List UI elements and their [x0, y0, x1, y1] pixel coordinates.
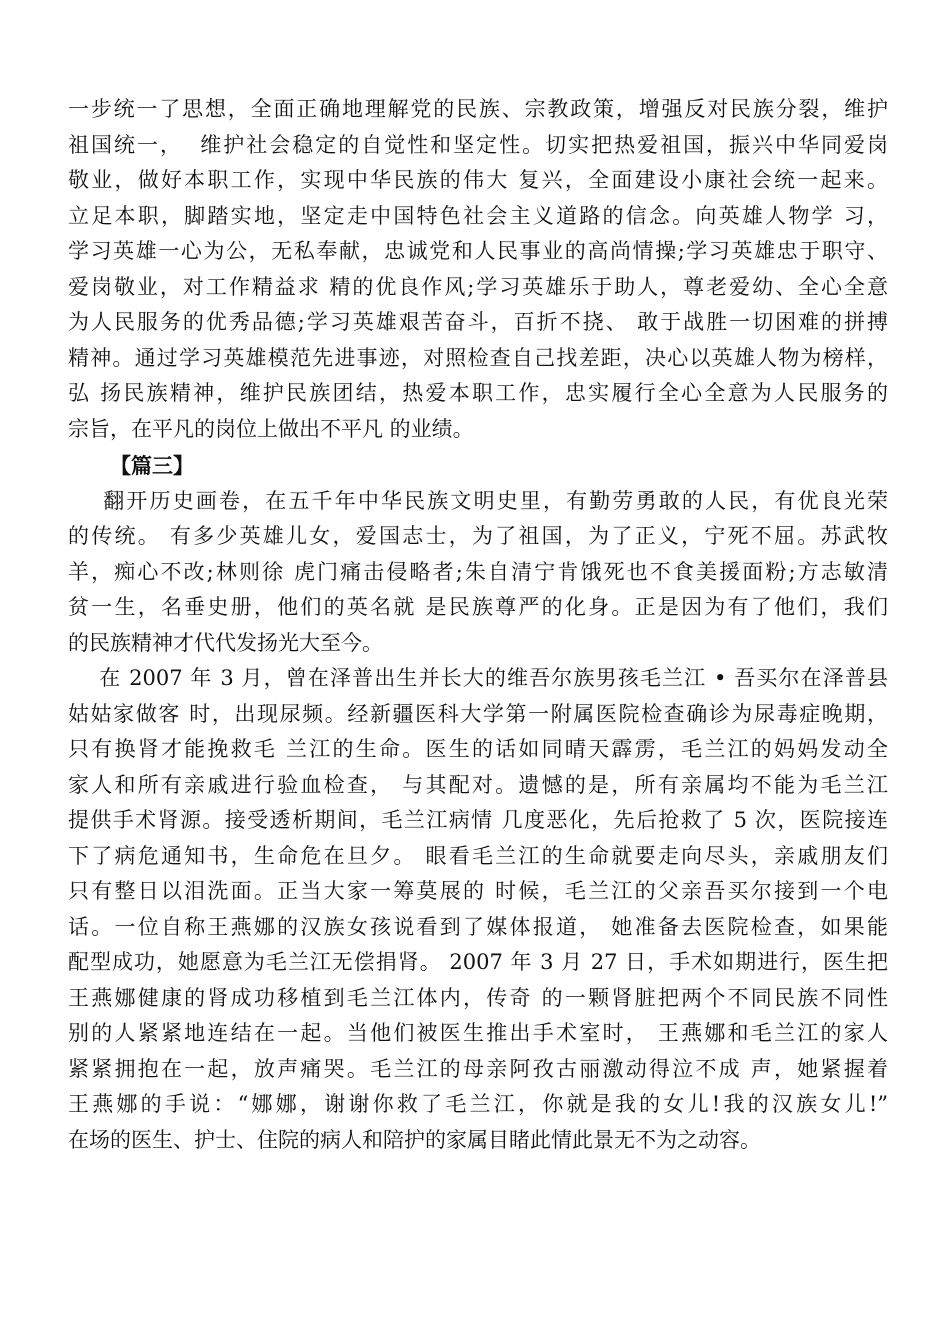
text-line: 羊，痴心不改;林则徐 虎门痛击侵略者;朱自清宁肯饿死也不食美援面粉;方志敏清: [68, 559, 888, 584]
text-line: 精神。通过学习英雄模范先进事迹，对照检查自己找差距，决心以英雄人物为榜样，: [68, 345, 888, 370]
text-line: 只有换肾才能挽救毛 兰江的生命。医生的话如同晴天霹雳，毛兰江的妈妈发动全: [68, 737, 888, 761]
text-line: 话。一位自称王燕娜的汉族女孩说看到了媒体报道， 她准备去医院检查，如果能: [68, 914, 888, 939]
text-line: 提供手术肾源。接受透析期间，毛兰江病情 几度恶化，先后抢救了 5 次，医院接连: [68, 808, 888, 832]
text-line: 的民族精神才代代发扬光大至今。: [68, 630, 383, 655]
text-line: 配型成功，她愿意为毛兰江无偿捐肾。 2007 年 3 月 27 日，手术如期进行，医生把: [68, 950, 888, 974]
text-line: 立足本职，脚踏实地，坚定走中国特色社会主义道路的信念。向英雄人物学 习，: [68, 203, 888, 228]
text-line: 紧紧拥抱在一起，放声痛哭。毛兰江的母亲阿孜古丽激动得泣不成 声，她紧握着: [68, 1056, 888, 1081]
paragraph-2: [68, 484, 888, 662]
text-line: 为人民服务的优秀品德;学习英雄艰苦奋斗，百折不挠、 敢于战胜一切困难的拼搏: [68, 310, 888, 334]
text-line: 只有整日以泪洗面。正当大家一筹莫展的 时候，毛兰江的父亲吾买尔接到一个电: [68, 879, 888, 903]
text-line: 在 2007 年 3 月，曾在泽普出生并长大的维吾尔族男孩毛兰江 • 吾买尔在泽普县: [68, 666, 888, 690]
text-line: 别的人紧紧地连结在一起。当他们被医生推出手术室时， 王燕娜和毛兰江的家人: [68, 1021, 888, 1045]
text-line: 弘 扬民族精神，维护民族团结，热爱本职工作，忠实履行全心全意为人民服务的: [68, 381, 888, 405]
text-line: 下了病危通知书，生命危在旦夕。 眼看毛兰江的生命就要走向尽头，亲戚朋友们: [68, 843, 888, 868]
text-line: 爱岗敬业，对工作精益求 精的优良作风;学习英雄乐于助人，尊老爱幼、全心全意: [68, 274, 888, 299]
text-line: 翻开历史画卷，在五千年中华民族文明史里，有勤劳勇敢的人民，有优良光荣: [68, 488, 888, 513]
text-line: 学习英雄一心为公，无私奉献，忠诚党和人民事业的高尚情操;学习英雄忠于职守、: [68, 239, 888, 263]
text-line: 王燕娜的手说：“娜娜，谢谢你救了毛兰江，你就是我的女儿!我的汉族女儿!”: [68, 1092, 888, 1116]
text-line: 贫一生，名垂史册，他们的英名就 是民族尊严的化身。正是因为有了他们，我们: [68, 595, 888, 619]
text-line: 敬业，做好本职工作，实现中华民族的伟大 复兴，全面建设小康社会统一起来。: [68, 168, 888, 192]
text-line: 家人和所有亲戚进行验血检查， 与其配对。遗憾的是，所有亲属均不能为毛兰江: [68, 772, 888, 797]
section-heading: 【篇三】: [110, 453, 194, 478]
text-line: 祖国统一， 维护社会稳定的自觉性和坚定性。切实把热爱祖国，振兴中华同爱岗: [68, 132, 888, 157]
text-line: 一步统一了思想，全面正确地理解党的民族、宗教政策，增强反对民族分裂，维护: [68, 97, 888, 121]
paragraph-1: [68, 92, 888, 447]
text-line: 姑姑家做客 时，出现尿频。经新疆医科大学第一附属医院检查确诊为尿毒症晚期，: [68, 701, 888, 726]
text-line: 宗旨，在平凡的岗位上做出不平凡 的业绩。: [68, 416, 474, 441]
paragraph-3: [68, 661, 888, 1158]
text-line: 王燕娜健康的肾成功移植到毛兰江体内，传奇 的一颗肾脏把两个不同民族不同性: [68, 985, 888, 1010]
text-line: 的传统。 有多少英雄儿女，爱国志士，为了祖国，为了正义，宁死不屈。苏武牧: [68, 524, 888, 548]
document-page: [68, 92, 888, 1158]
text-line: 在场的医生、护士、住院的病人和陪护的家属目睹此情此景无不为之动容。: [68, 1127, 761, 1152]
